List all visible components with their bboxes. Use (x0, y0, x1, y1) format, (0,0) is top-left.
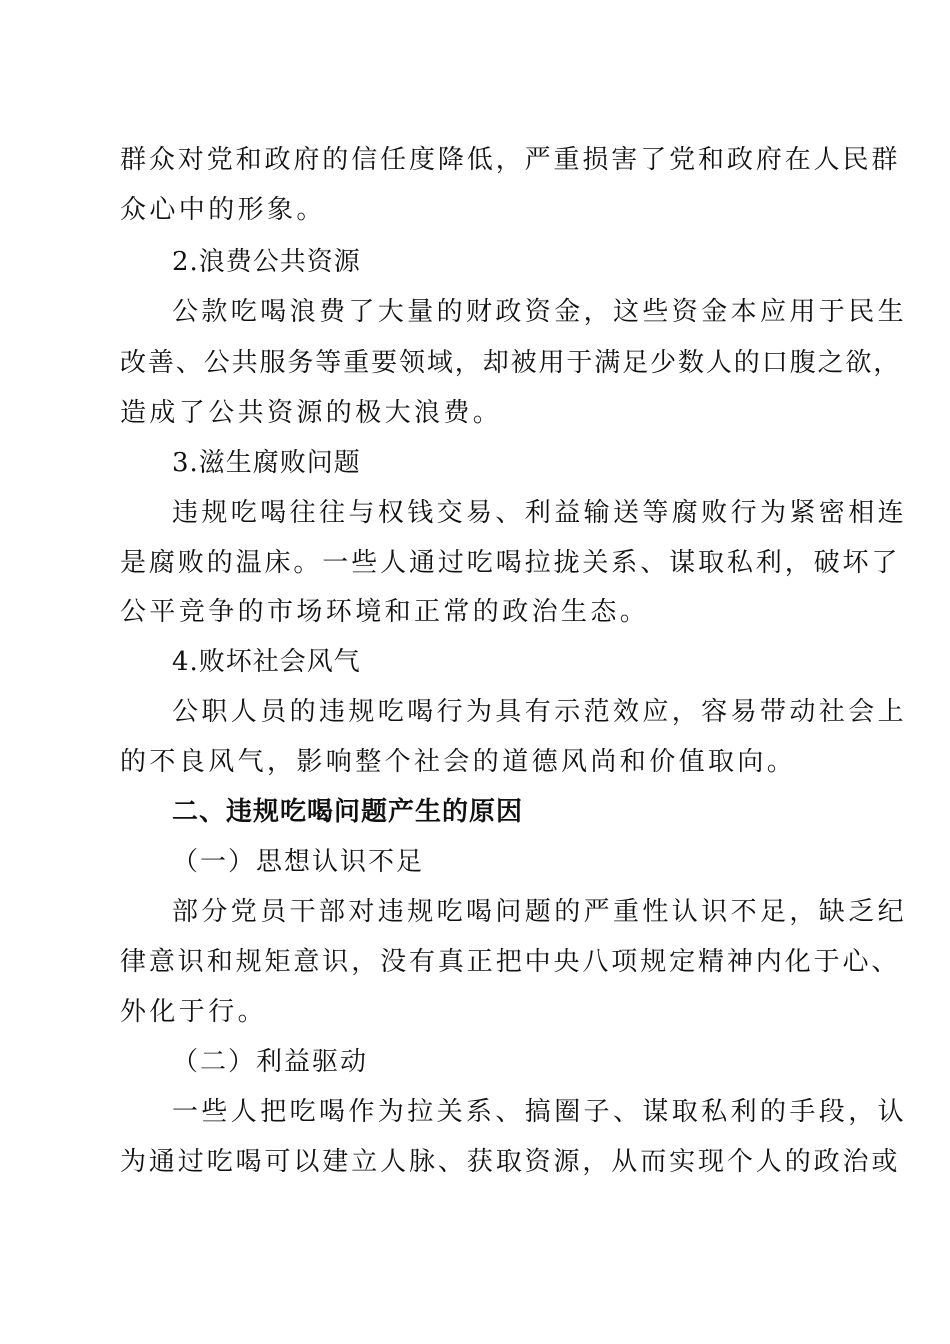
paragraph-line: 是腐败的温床。一些人通过吃喝拉拢关系、谋取私利，破坏了 (120, 548, 901, 578)
paragraph-line: 为通过吃喝可以建立人脉、获取资源，从而实现个人的政治或 (120, 1147, 901, 1177)
paragraph-line: 违规吃喝往往与权钱交易、利益输送等腐败行为紧密相连 (172, 498, 908, 528)
paragraph-line: 公平竞争的市场环境和正常的政治生态。 (120, 597, 650, 627)
paragraph-line: 公款吃喝浪费了大量的财政资金，这些资金本应用于民生 (172, 297, 908, 327)
section-title-corruption: 3.滋生腐败问题 (172, 448, 361, 478)
subheading-ideology: （一）思想认识不足 (172, 847, 425, 877)
chapter-heading-causes: 二、违规吃喝问题产生的原因 (172, 797, 524, 827)
paragraph-line: 公职人员的违规吃喝行为具有示范效应，容易带动社会上 (172, 697, 908, 727)
section-title-social-atmosphere: 4.败坏社会风气 (172, 647, 361, 677)
paragraph-line: 部分党员干部对违规吃喝问题的严重性认识不足，缺乏纪 (172, 897, 908, 927)
paragraph-line: 群众对党和政府的信任度降低，严重损害了党和政府在人民群 (120, 145, 901, 175)
subheading-interest: （二）利益驱动 (172, 1047, 369, 1077)
paragraph-line: 律意识和规矩意识，没有真正把中央八项规定精神内化于心、 (120, 947, 901, 977)
paragraph-line: 一些人把吃喝作为拉关系、搞圈子、谋取私利的手段，认 (172, 1097, 908, 1127)
paragraph-line: 造成了公共资源的极大浪费。 (120, 398, 503, 428)
paragraph-line: 改善、公共服务等重要领域，却被用于满足少数人的口腹之欲， (120, 348, 902, 378)
paragraph-line: 众心中的形象。 (120, 195, 326, 225)
paragraph-line: 外化于行。 (120, 997, 268, 1027)
paragraph-line: 的不良风气，影响整个社会的道德风尚和价值取向。 (120, 747, 797, 777)
section-title-waste-resources: 2.浪费公共资源 (172, 247, 361, 277)
